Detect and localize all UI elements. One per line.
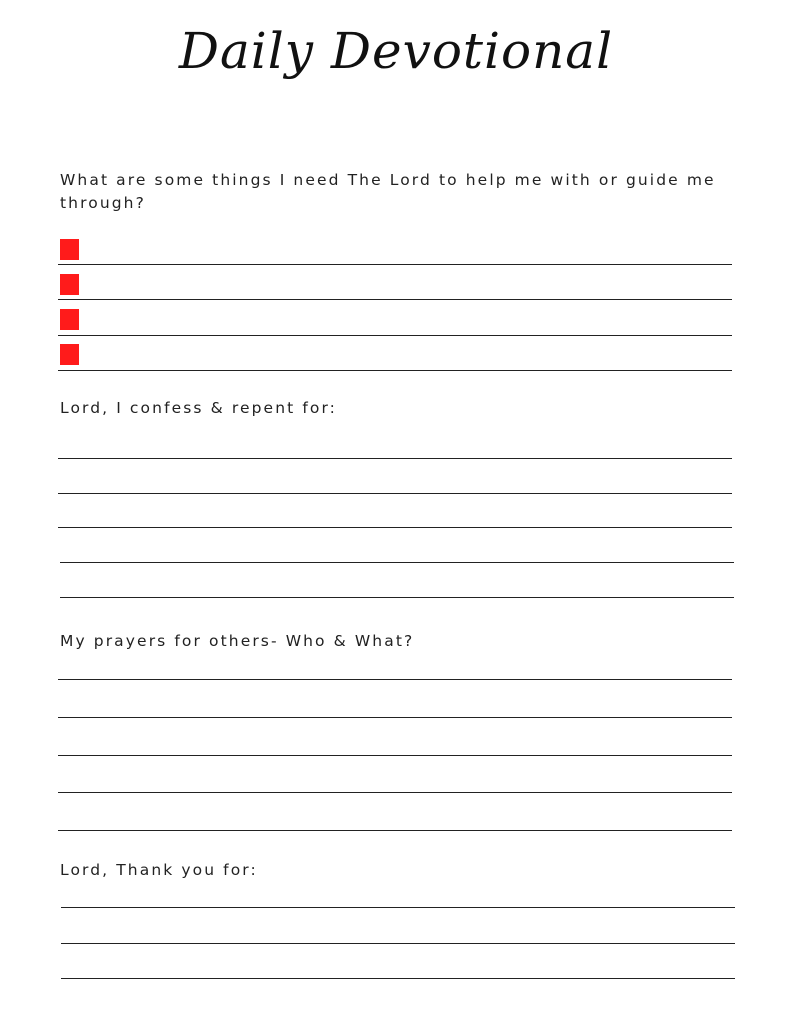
writing-line[interactable] [58,830,732,831]
writing-line[interactable] [58,755,732,756]
writing-line[interactable] [58,792,732,793]
guidance-prompt: What are some things I need The Lord to help me with or guide me through? [60,171,716,212]
writing-line[interactable] [61,907,735,908]
writing-line[interactable] [58,370,732,371]
writing-line[interactable] [61,978,735,979]
checkbox[interactable] [60,274,79,295]
writing-line[interactable] [58,299,732,300]
writing-line[interactable] [58,335,732,336]
writing-line[interactable] [58,679,732,680]
thanks-prompt: Lord, Thank you for: [60,861,258,879]
checkbox[interactable] [60,309,79,330]
writing-line[interactable] [58,264,732,265]
prayers-prompt: My prayers for others- Who & What? [60,632,415,650]
page-title: Daily Devotional [178,22,614,80]
writing-line[interactable] [60,597,734,598]
checkbox[interactable] [60,344,79,365]
checkbox[interactable] [60,239,79,260]
writing-line[interactable] [61,943,735,944]
writing-line[interactable] [60,562,734,563]
confession-prompt: Lord, I confess & repent for: [60,399,337,417]
writing-line[interactable] [58,717,732,718]
writing-line[interactable] [58,493,732,494]
writing-line[interactable] [58,458,732,459]
writing-line[interactable] [58,527,732,528]
